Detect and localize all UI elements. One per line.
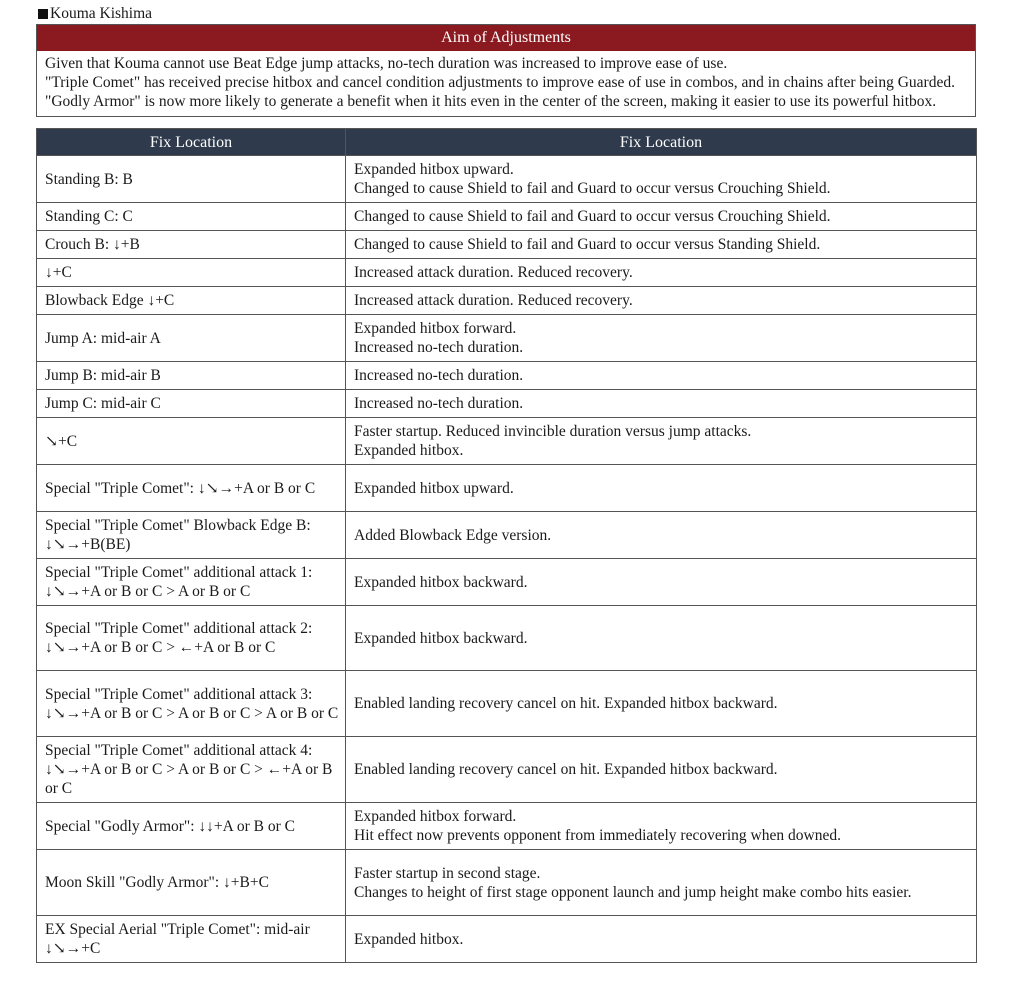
table-row: [37, 362, 977, 390]
fix-detail-cell: [346, 390, 977, 418]
fix-detail-line: Expanded hitbox.: [354, 930, 464, 948]
fix-detail-line: Increased no-tech duration.: [354, 367, 524, 384]
table-row: [37, 671, 977, 737]
fix-location-cell: EX Special Aerial "Triple Comet": mid-air ↓↘→+C: [37, 916, 346, 963]
fix-detail-cell: [346, 559, 977, 606]
fix-detail-line: Expanded hitbox forward.: [354, 808, 517, 825]
fix-detail-cell: [346, 287, 977, 315]
fix-detail-cell: [346, 156, 977, 203]
fix-detail-line: Expanded hitbox.: [354, 442, 464, 459]
fix-detail-line: Changed to cause Shield to fail and Guard to occur versus Standing Shield.: [354, 236, 821, 253]
fix-detail-line: Hit effect now prevents opponent from immediately recovering when downed.: [354, 827, 841, 844]
aim-box: [36, 24, 976, 117]
character-name: Kouma Kishima: [50, 5, 153, 22]
fix-location-cell: Blowback Edge ↓+C: [37, 287, 346, 315]
fix-detail-line: Changes to height of first stage opponent launch and jump height make combo hits easier.: [354, 883, 912, 901]
table-row: [37, 259, 977, 287]
fix-detail-line: Expanded hitbox backward.: [354, 573, 528, 591]
fix-location-cell: Crouch B: ↓+B: [37, 231, 346, 259]
table-row: [37, 418, 977, 465]
fix-location-cell: Special "Triple Comet" additional attack 2: ↓↘→+A or B or C > ←+A or B or C: [37, 606, 346, 671]
table-row: [37, 916, 977, 963]
fix-detail-cell: [346, 850, 977, 916]
page: [36, 4, 976, 963]
aim-body: [37, 51, 975, 116]
fix-detail-line: Faster startup. Reduced invincible duration versus jump attacks.: [354, 423, 752, 440]
fix-detail-line: Faster startup in second stage.: [354, 864, 541, 882]
table-row: [37, 559, 977, 606]
fix-location-cell: Special "Triple Comet" Blowback Edge B: ↓↘→+B(BE): [37, 512, 346, 559]
fix-detail-line: Enabled landing recovery cancel on hit. Expanded hitbox backward.: [354, 761, 778, 778]
fix-detail-cell: [346, 362, 977, 390]
table-row: [37, 231, 977, 259]
fix-detail-line: Expanded hitbox upward.: [354, 161, 514, 178]
fix-detail-cell: [346, 737, 977, 803]
table-row: [37, 156, 977, 203]
fix-location-cell: ↓+C: [37, 259, 346, 287]
fix-location-cell: Special "Godly Armor": ↓↓+A or B or C: [37, 803, 346, 850]
fix-detail-cell: [346, 203, 977, 231]
table-row: [37, 737, 977, 803]
aim-title: Aim of Adjustments: [37, 25, 975, 51]
fix-detail-cell: [346, 465, 977, 512]
aim-paragraph: Given that Kouma cannot use Beat Edge jump attacks, no-tech duration was increased to improve ease of use.: [45, 55, 728, 72]
aim-paragraph: "Godly Armor" is now more likely to generate a benefit when it hits even in the center of the screen, making it easier to use its powerful hitbox.: [45, 93, 937, 110]
table-row: [37, 465, 977, 512]
table-row: [37, 203, 977, 231]
fixes-table: [36, 128, 977, 963]
aim-paragraph: "Triple Comet" has received precise hitbox and cancel condition adjustments to improve ease of use in combos, and in chains after being Guarded.: [45, 74, 955, 91]
table-row: [37, 803, 977, 850]
fix-location-cell: Jump C: mid-air C: [37, 390, 346, 418]
fix-detail-cell: [346, 671, 977, 737]
table-row: [37, 287, 977, 315]
fix-detail-line: Increased attack duration. Reduced recovery.: [354, 264, 633, 281]
fix-location-cell: ↘+C: [37, 418, 346, 465]
table-row: [37, 315, 977, 362]
fix-detail-cell: [346, 916, 977, 963]
fix-detail-line: Increased no-tech duration.: [354, 395, 524, 412]
fix-location-cell: Standing B: B: [37, 156, 346, 203]
table-row: [37, 512, 977, 559]
table-row: [37, 850, 977, 916]
fix-detail-line: Increased attack duration. Reduced recovery.: [354, 292, 633, 309]
table-row: [37, 390, 977, 418]
fix-location-cell: Special "Triple Comet" additional attack 1: ↓↘→+A or B or C > A or B or C: [37, 559, 346, 606]
fix-detail-cell: [346, 418, 977, 465]
fix-detail-line: Expanded hitbox backward.: [354, 629, 528, 647]
fix-detail-line: Changed to cause Shield to fail and Guard to occur versus Crouching Shield.: [354, 180, 831, 197]
table-row: [37, 606, 977, 671]
fix-detail-line: Increased no-tech duration.: [354, 339, 524, 356]
column-header-details: Fix Location: [346, 129, 977, 156]
table-header-row: [37, 129, 977, 156]
character-heading: [36, 4, 976, 24]
column-header-location: Fix Location: [37, 129, 346, 156]
fix-location-cell: Jump B: mid-air B: [37, 362, 346, 390]
fix-detail-cell: [346, 259, 977, 287]
fix-detail-cell: [346, 606, 977, 671]
fix-detail-line: Expanded hitbox upward.: [354, 479, 514, 497]
fix-location-cell: Moon Skill "Godly Armor": ↓+B+C: [37, 850, 346, 916]
fix-detail-cell: [346, 231, 977, 259]
fix-detail-cell: [346, 803, 977, 850]
fix-detail-line: Expanded hitbox forward.: [354, 320, 517, 337]
fix-location-cell: Special "Triple Comet" additional attack 4: ↓↘→+A or B or C > A or B or C > ←+A or B or C: [37, 737, 346, 803]
fix-location-cell: Jump A: mid-air A: [37, 315, 346, 362]
fix-location-cell: Special "Triple Comet": ↓↘→+A or B or C: [37, 465, 346, 512]
fix-detail-line: Added Blowback Edge version.: [354, 526, 552, 544]
fix-detail-line: Changed to cause Shield to fail and Guard to occur versus Crouching Shield.: [354, 208, 831, 225]
fix-location-cell: Standing C: C: [37, 203, 346, 231]
fix-detail-line: Enabled landing recovery cancel on hit. Expanded hitbox backward.: [354, 695, 778, 712]
fix-detail-cell: [346, 512, 977, 559]
fix-location-cell: Special "Triple Comet" additional attack 3: ↓↘→+A or B or C > A or B or C > A or B or C: [37, 671, 346, 737]
fix-detail-cell: [346, 315, 977, 362]
black-square-icon: [38, 9, 48, 19]
